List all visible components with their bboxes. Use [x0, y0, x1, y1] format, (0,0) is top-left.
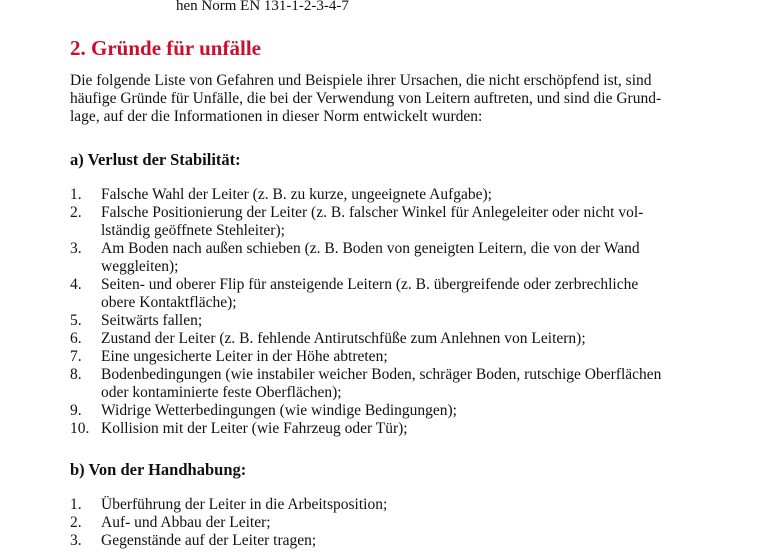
- section-title: 2. Gründe für unfälle: [70, 36, 261, 60]
- item-number: 4.: [70, 276, 82, 293]
- item-number: 2.: [70, 514, 82, 531]
- list-item: [70, 240, 710, 276]
- item-number: 6.: [70, 330, 82, 347]
- intro-paragraph: [70, 72, 702, 126]
- item-number: 3.: [70, 240, 82, 257]
- list-item: [70, 420, 710, 438]
- item-text: weggleiten);: [101, 258, 179, 275]
- intro-line: lage, auf der die Informationen in dieser Norm entwickelt wurden:: [70, 108, 483, 125]
- intro-line: Die folgende Liste von Gefahren und Beispiele ihrer Ursachen, die nicht erschöpfend ist, sind: [70, 72, 652, 89]
- item-text: Gegenstände auf der Leiter tragen;: [101, 532, 317, 549]
- item-text: Eine ungesicherte Leiter in der Höhe abtreten;: [101, 348, 388, 365]
- list-item: [70, 330, 710, 348]
- list-item: [70, 496, 710, 514]
- item-number: 1.: [70, 496, 82, 513]
- item-number: 5.: [70, 312, 82, 329]
- item-number: 3.: [70, 532, 82, 549]
- previous-text-fragment: hen Norm EN 131-1-2-3-4-7: [176, 0, 349, 14]
- item-number: 10.: [70, 420, 90, 437]
- list-item: [70, 402, 710, 420]
- item-number: 8.: [70, 366, 82, 383]
- item-text: Falsche Positionierung der Leiter (z. B. falscher Winkel für Anlegeleiter oder nicht vol-: [101, 204, 644, 221]
- list-item: [70, 312, 710, 330]
- item-text: Zustand der Leiter (z. B. fehlende Antirutschfüße zum Anlehnen von Leitern);: [101, 330, 586, 347]
- item-text: Überführung der Leiter in die Arbeitsposition;: [101, 496, 388, 513]
- item-number: 7.: [70, 348, 82, 365]
- item-text: lständig geöffnete Stehleiter);: [101, 222, 285, 239]
- item-text: Seitwärts fallen;: [101, 312, 203, 329]
- list-item: [70, 514, 710, 532]
- item-text: oder kontaminierte feste Oberflächen);: [101, 384, 342, 401]
- list-item: [70, 204, 710, 240]
- handling-hazard-list: [70, 496, 710, 550]
- intro-line: häufige Gründe für Unfälle, die bei der Verwendung von Leitern auftreten, und sind die Grund-: [70, 90, 662, 107]
- subsection-b-heading: b) Von der Handhabung:: [70, 460, 247, 479]
- list-item: [70, 532, 710, 550]
- item-text: Falsche Wahl der Leiter (z. B. zu kurze, ungeeignete Aufgabe);: [101, 186, 492, 203]
- item-text: Am Boden nach außen schieben (z. B. Boden von geneigten Leitern, die von der Wand: [101, 240, 640, 257]
- item-text: Kollision mit der Leiter (wie Fahrzeug oder Tür);: [101, 420, 408, 437]
- subsection-a-heading: a) Verlust der Stabilität:: [70, 150, 241, 169]
- list-item: [70, 186, 710, 204]
- item-number: 1.: [70, 186, 82, 203]
- item-text: Bodenbedingungen (wie instabiler weicher Boden, schräger Boden, rutschige Oberflächen: [101, 366, 662, 383]
- item-text: Auf- und Abbau der Leiter;: [101, 514, 271, 531]
- item-text: Widrige Wetterbedingungen (wie windige Bedingungen);: [101, 402, 457, 419]
- list-item: [70, 276, 710, 312]
- stability-hazard-list: [70, 186, 710, 438]
- item-number: 9.: [70, 402, 82, 419]
- item-text: obere Kontaktfläche);: [101, 294, 237, 311]
- list-item: [70, 366, 710, 402]
- item-number: 2.: [70, 204, 82, 221]
- list-item: [70, 348, 710, 366]
- item-text: Seiten- und oberer Flip für ansteigende Leitern (z. B. übergreifende oder zerbrechliche: [101, 276, 639, 293]
